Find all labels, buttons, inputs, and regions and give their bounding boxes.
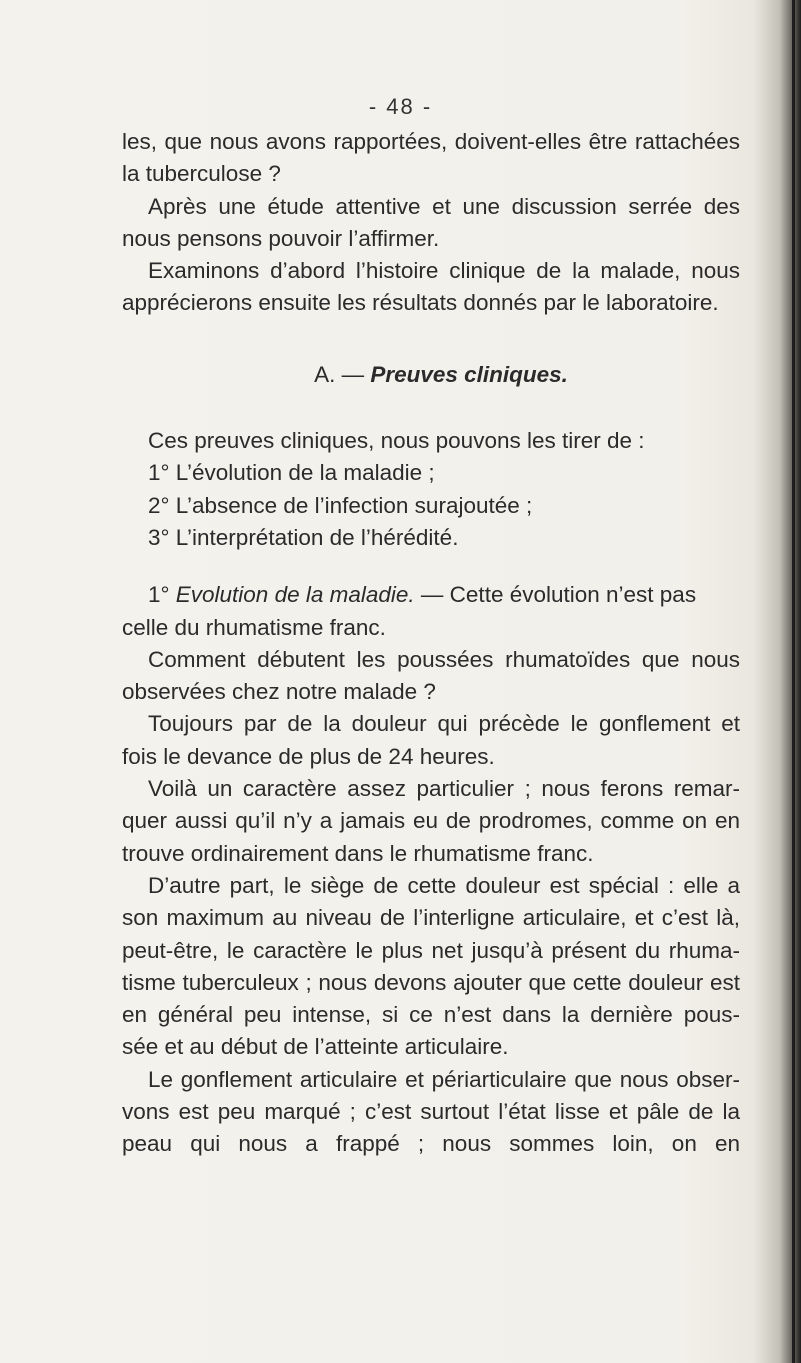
text-line: vons est peu marqué ; c’est surtout l’état lisse et pâle de la [122, 1099, 740, 1125]
text-line: Voilà un caractère assez particulier ; nous ferons remar- [148, 776, 740, 802]
text-line: quer aussi qu’il n’y a jamais eu de prodromes, comme on en [122, 808, 740, 834]
text-line: peut-être, le caractère le plus net jusqu’à présent du rhuma- [122, 937, 740, 963]
text-line: trouve ordinairement dans le rhumatisme franc. [122, 840, 594, 866]
text-line: sée et au début de l’atteinte articulaire. [122, 1034, 509, 1060]
list-item: 1° L’évolution de la maladie ; [148, 460, 435, 486]
subsection-number: 1° [148, 582, 176, 608]
text-line: tisme tuberculeux ; nous devons ajouter que cette douleur est [122, 969, 740, 995]
subsection-line [122, 579, 740, 611]
text-line: D’autre part, le siège de cette douleur est spécial : elle a [148, 872, 740, 898]
text-line: son maximum au niveau de l’interligne articulaire, et c’est là, [122, 905, 740, 931]
list-item: 3° L’interprétation de l’hérédité. [148, 524, 459, 550]
body-text [122, 126, 740, 1161]
subsection-title: Evolution de la maladie. [175, 582, 415, 608]
text-line: nous pensons pouvoir l’affirmer. [122, 225, 440, 251]
text-line: fois le devance de plus de 24 heures. [122, 743, 495, 769]
text-line: celle du rhumatisme franc. [122, 614, 386, 640]
text-line: Examinons d’abord l’histoire clinique de la malade, nous [148, 258, 740, 284]
text-line: Après une étude attentive et une discussion serrée des [148, 193, 740, 219]
text-line: Ces preuves cliniques, nous pouvons les tirer de : [148, 428, 645, 454]
text-line: la tuberculose ? [122, 161, 281, 187]
section-heading-title: Preuves cliniques. [370, 361, 568, 387]
text-line: apprécierons ensuite les résultats donnés par le laboratoire. [122, 290, 719, 316]
text-line: les, que nous avons rapportées, doivent-elles être rattachées [122, 129, 740, 154]
text-line: peau qui nous a frappé ; nous sommes loin, on en [122, 1131, 740, 1157]
text-line: Toujours par de la douleur qui précède le gonflement et [148, 711, 740, 737]
binding-edge [792, 0, 795, 1363]
section-heading [122, 359, 740, 391]
text-line: Le gonflement articulaire et périarticulaire que nous obser- [148, 1066, 740, 1092]
list-item: 2° L’absence de l’infection surajoutée ; [148, 492, 533, 518]
subsection-text: — Cette évolution n’est pas [414, 582, 697, 608]
page-number: - 48 - [368, 94, 433, 119]
section-heading-prefix: A. — [314, 361, 371, 387]
text-line: en général peu intense, si ce n’est dans la dernière pous- [122, 1002, 740, 1028]
text-line: observées chez notre malade ? [122, 679, 436, 705]
text-line: Comment débutent les poussées rhumatoïdes que nous [148, 646, 740, 672]
